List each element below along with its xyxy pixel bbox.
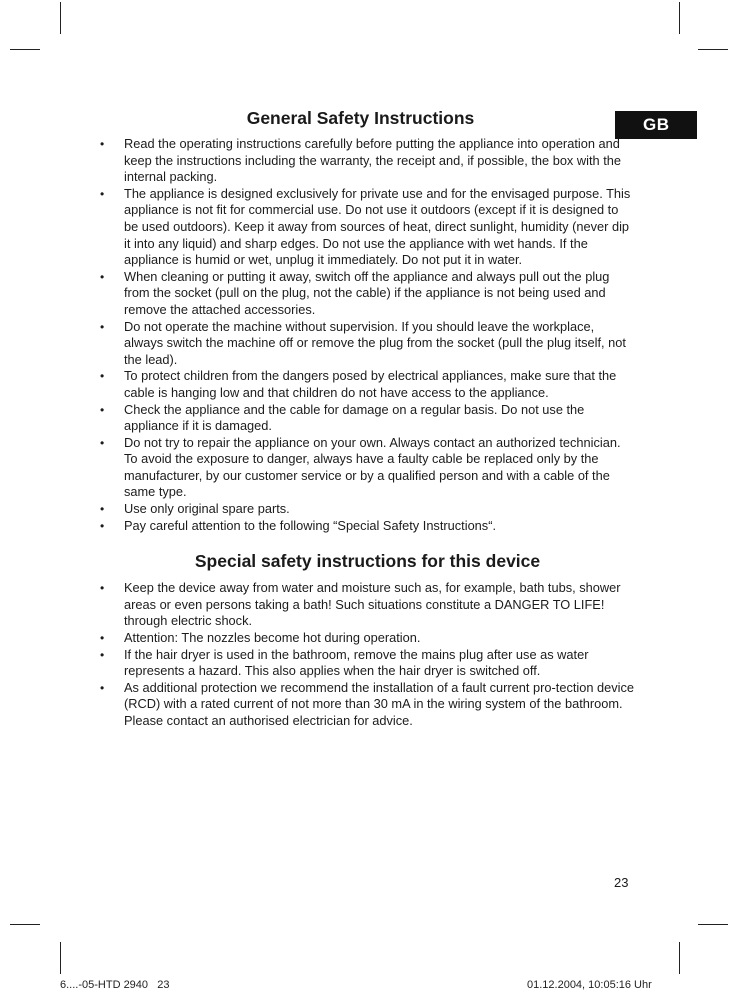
crop-mark-top-left: [60, 2, 61, 34]
section-heading-special-safety: Special safety instructions for this device: [194, 551, 541, 572]
list-item: • To protect children from the dangers posed by electrical appliances, make sure that the cable is hanging low and that children do not have access to the appliance.: [100, 368, 635, 401]
list-item: • Check the appliance and the cable for damage on a regular basis. Do not use the appliance if it is damaged.: [100, 402, 635, 435]
crop-mark-top-left: [10, 49, 40, 50]
list-item: • Pay careful attention to the following “Special Safety Instructions“.: [100, 518, 635, 535]
list-item: • Use only original spare parts.: [100, 501, 635, 518]
list-item: • If the hair dryer is used in the bathroom, remove the mains plug after use as water represents a hazard. This also applies when the hair dryer is switched off.: [100, 647, 635, 680]
section-heading-general-safety: General Safety Instructions: [246, 108, 475, 128]
page-number: 23: [614, 875, 629, 890]
list-item: • Do not operate the machine without supervision. If you should leave the workplace, always switch the machine off or remove the plug from the socket (pull the plug itself, not the lead).: [100, 319, 635, 369]
list-item: • As additional protection we recommend the installation of a fault current pro-tection device (RCD) with a rated current of not more than 30 mA in the wiring system of the bathroom. Please contact an authorised electrician for advice.: [100, 680, 635, 730]
footer-file-info: 6....-05-HTD 2940 23: [60, 979, 170, 991]
crop-mark-bottom-right: [679, 942, 680, 974]
list-item: • Attention: The nozzles become hot during operation.: [100, 630, 635, 647]
crop-mark-bottom-right: [698, 924, 728, 925]
language-tab: GB: [615, 111, 697, 139]
special-safety-list: [100, 580, 635, 729]
page-content: [100, 105, 635, 730]
list-item: • When cleaning or putting it away, switch off the appliance and always pull out the plug from the socket (pull on the plug, not the cable) if the appliance is not being used and remove the attached accessories.: [100, 269, 635, 319]
general-safety-list: [100, 136, 635, 534]
crop-mark-top-right: [679, 2, 680, 34]
list-item: • Read the operating instructions carefully before putting the appliance into operation and keep the instructions including the warranty, the receipt and, if possible, the box with the internal packing.: [100, 136, 635, 186]
list-item: • Do not try to repair the appliance on your own. Always contact an authorized technician. To avoid the exposure to danger, always have a faulty cable be replaced only by the manufacturer, by our customer service or by a qualified person and with a cable of the same type.: [100, 435, 635, 501]
crop-mark-top-right: [698, 49, 728, 50]
list-item: • Keep the device away from water and moisture such as, for example, bath tubs, shower areas or even persons taking a bath! Such situations constitute a DANGER TO LIFE! through electric shock.: [100, 580, 635, 630]
crop-mark-bottom-left: [60, 942, 61, 974]
footer-timestamp: 01.12.2004, 10:05:16 Uhr: [527, 979, 652, 991]
list-item: • The appliance is designed exclusively for private use and for the envisaged purpose. This appliance is not fit for commercial use. Do not use it outdoors (except if it is designed to be used outdoors). Keep it away from sources of heat, direct sunlight, humidity (never dip it into any liquid) and sharp edges. Do not use the appliance with wet hands. If the appliance is humid or wet, unplug it immediately. Do not put it in water.: [100, 186, 635, 269]
crop-mark-bottom-left: [10, 924, 40, 925]
